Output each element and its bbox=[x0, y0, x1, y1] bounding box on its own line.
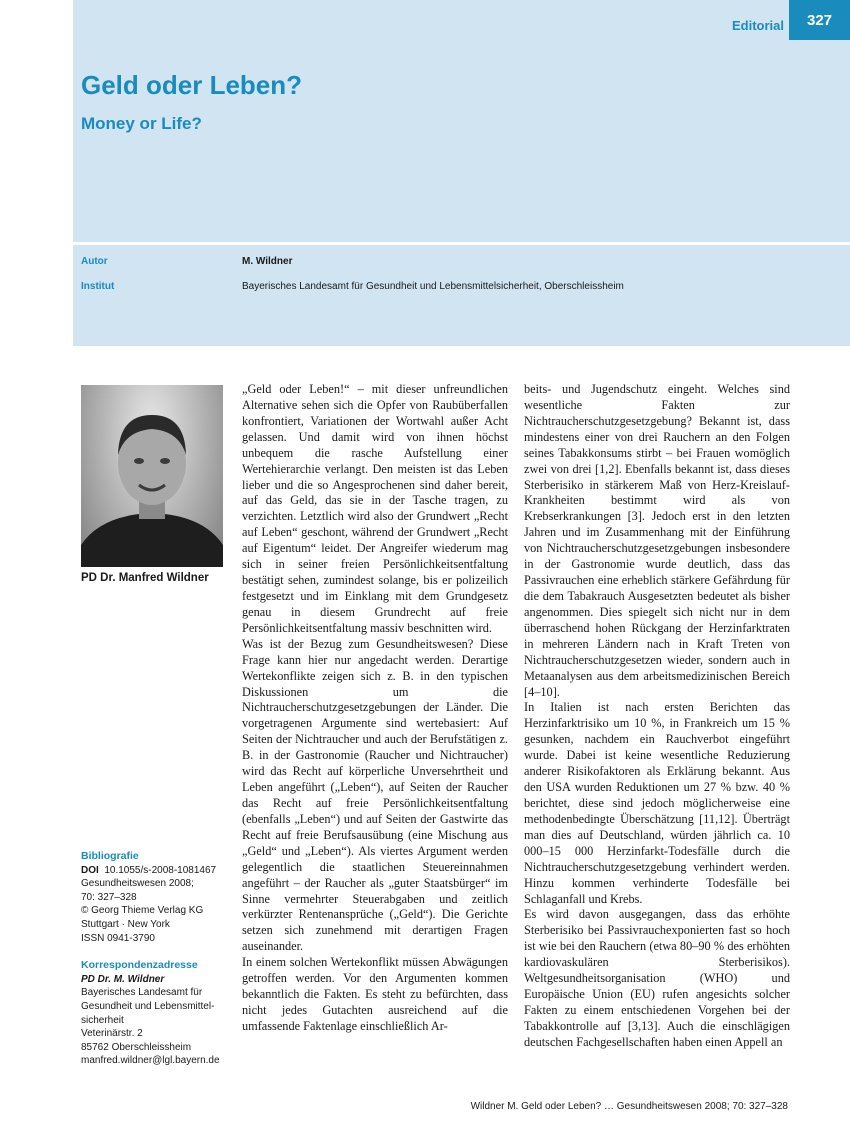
footer-citation: Wildner M. Geld oder Leben? … Gesundheitswesen 2008; 70: 327–328 bbox=[470, 1101, 788, 1112]
paragraph: Was ist der Bezug zum Gesundheitswesen? Diese Frage kann hier nur angedacht werden. Derartige Wertekonflikte zeigen sich z. B. in den typischen Diskussionen um die Nichtraucherschutzgesetzgebungen der Länder. Die vorgetragenen Argumente sind wertebasiert: Auf Seiten der Nichtraucher und auch der Berufstätigen z. B. in der Gastronomie (Raucher und Nichtraucher) wird das Recht auf körperliche Unversehrtheit und Leben angeführt („Leben“), auf Seiten der Raucher das Recht auf freie Persönlichkeitsentfaltung (ebenfalls „Leben“) und auf Seiten der Gastwirte das Recht auf freie Berufsausübung (eine Mischung aus „Geld“ und „Leben“). Als viertes Argument werden gelegentlich die staatlichen Steuereinnahmen angeführt – der Raucher als „guter Staatsbürger“ im Sinne vermehrter Steuerabgaben und zeitlich verkürzter Rentenansprüche („Geld“). Die Gerichte setzen sich zunehmend mit derartigen Fragen auseinander. bbox=[242, 636, 508, 954]
author-value: M. Wildner bbox=[242, 256, 293, 267]
address-line: 85762 Oberschleissheim bbox=[81, 1041, 192, 1053]
doi-line bbox=[81, 864, 231, 878]
article-subtitle: Money or Life? bbox=[81, 114, 202, 133]
bibliography-heading: Bibliografie bbox=[81, 850, 139, 862]
author-band bbox=[73, 245, 850, 346]
paragraph: beits- und Jugendschutz eingeht. Welches sind wesentliche Fakten zur Nichtraucherschutzgesetzgebung? Bekannt ist, dass mindestens einer von drei Rauchern an den Folgen seines Tabakkonsums stirbt – bei Frauen womöglich zwei von drei [1,2]. Ebenfalls bekannt ist, dass dieses Sterberisiko in stärkerem Maß von Herz-Kreislauf-Krankheiten bestimmt wird als von Krebserkrankungen [3]. Jedoch erst in den letzten Jahren und im Zusammenhang mit der Einführung von Nichtraucherschutzgesetzgebungen insbesondere in der Gastronomie wurde deutlich, dass das Passivrauchen eine erheblich stärkere Gefährdung für die dem Tabakrauch Ausgesetzten bedeutet als bisher angenommen. Dies spiegelt sich nicht nur in dem überraschend hohen Rückgang der Herzinfarktraten in mehreren Ländern nach in Kraft Treten von Nichtraucherschutzgesetzen wieder, sondern auch in Metaanalysen aus dem arbeitsmedizinischen Bereich [4–10]. bbox=[524, 382, 790, 699]
bib-line: Stuttgart · New York bbox=[81, 918, 170, 930]
institute-value: Bayerisches Landesamt für Gesundheit und Lebensmittelsicherheit, Oberschleissheim bbox=[242, 281, 624, 292]
paragraph: Es wird davon ausgegangen, dass das erhöhte Sterberisiko bei Passivrauchexponierten fast so hoch ist wie bei den Rauchern (etwa 80–90 % des erhöhten kardiovaskulären Sterberisikos). Weltgesundheitsorganisation (WHO) und Europäische Union (EU) rufen angesichts solcher Fakten zu einem entschiedenen Vorgehen bei der Tabakkontrolle auf [3,13]. Auch die einschlägigen deutschen Fachgesellschaften haben einen Appell an bbox=[524, 907, 790, 1049]
bib-line: Gesundheitswesen 2008; bbox=[81, 878, 194, 890]
address-line: sicherheit bbox=[81, 1014, 124, 1026]
section-label: Editorial bbox=[731, 18, 784, 33]
photo-caption: PD Dr. Manfred Wildner bbox=[81, 572, 209, 584]
article-title: Geld oder Leben? bbox=[81, 70, 303, 100]
bib-line: © Georg Thieme Verlag KG bbox=[81, 905, 204, 917]
author-label: Autor bbox=[81, 256, 108, 267]
body-column-1 bbox=[242, 382, 508, 1035]
email-link[interactable]: manfred.wildner@lgl.bayern.de bbox=[81, 1055, 220, 1067]
bib-line: 70: 327–328 bbox=[81, 891, 137, 903]
page-number: 327 bbox=[789, 0, 850, 40]
portrait-silhouette-icon bbox=[81, 385, 223, 567]
address-line: Veterinärstr. 2 bbox=[81, 1028, 143, 1040]
correspondence-name: PD Dr. M. Wildner bbox=[81, 973, 165, 985]
address-line: Gesundheit und Lebensmittel- bbox=[81, 1000, 215, 1012]
paragraph: „Geld oder Leben!“ – mit dieser unfreundlichen Alternative sehen sich die Opfer von Raubüberfallen konfrontiert, Variationen der Wortwahl außer Acht gelassen. Und damit wird von ihnen höchst unbequem die rasche Aufstellung einer Wertehierarchie verlangt. Den meisten ist das Leben lieber und die so Angesprochenen sind daher bereit, auf das Geld, das sie in der Tasche tragen, zu verzichten. Letztlich wird also der Grundwert „Recht auf Leben“ geschont, während der Grundwert „Recht auf Eigentum“ leidet. Der Angreifer wiederum mag sich in seiner freien Persönlichkeitsentfaltung bestätigt sehen, zumindest solange, bis er polizeilich festgesetzt und im Einklang mit dem Grundgesetz genau in diesem Grundrecht auf freie Persönlichkeitsentfaltung massiv beschnitten wird. bbox=[242, 382, 508, 635]
doi-value: 10.1055/s-2008-1081467 bbox=[104, 864, 217, 876]
bib-line: ISSN 0941-3790 bbox=[81, 932, 155, 944]
institute-label: Institut bbox=[81, 281, 115, 292]
paragraph: In Italien ist nach ersten Berichten das Herzinfarktrisiko um 10 %, in Frankreich um 15 % gesunken, nachdem ein Rauchverbot eingeführt wurde. Dabei ist keine wesentliche Reduzierung anderer Risikofaktoren als Erklärung bekannt. Aus den USA wurden Reduktionen um 27 % bzw. 40 % berichtet, diese sind jedoch möglicherweise eine methodenbedingte Überschätzung [11,12]. Überträgt man dies auf Deutschland, würden jährlich ca. 10 000–15 000 Herzinfarkt-Todesfälle durch die Nichtraucherschutzgesetzgebung verhindert werden. Hinzu kommen verhinderte Todesfälle bei Schlaganfall und Krebs. bbox=[524, 700, 790, 906]
author-portrait bbox=[81, 385, 223, 567]
body-column-2 bbox=[524, 382, 790, 1051]
address-line: Bayerisches Landesamt für bbox=[81, 987, 203, 999]
bibliography-sidebar bbox=[81, 850, 231, 1068]
correspondence-heading: Korrespondenzadresse bbox=[81, 959, 198, 972]
doi-label: DOI bbox=[81, 864, 99, 876]
paragraph: In einem solchen Wertekonflikt müssen Abwägungen getroffen werden. Vor den Argumenten kommen bekanntlich die Fakten. Es steht zu befürchten, dass nicht jedes Gutachten ausreichend auf die umfassende Faktenlage einschließlich Ar- bbox=[242, 955, 508, 1033]
